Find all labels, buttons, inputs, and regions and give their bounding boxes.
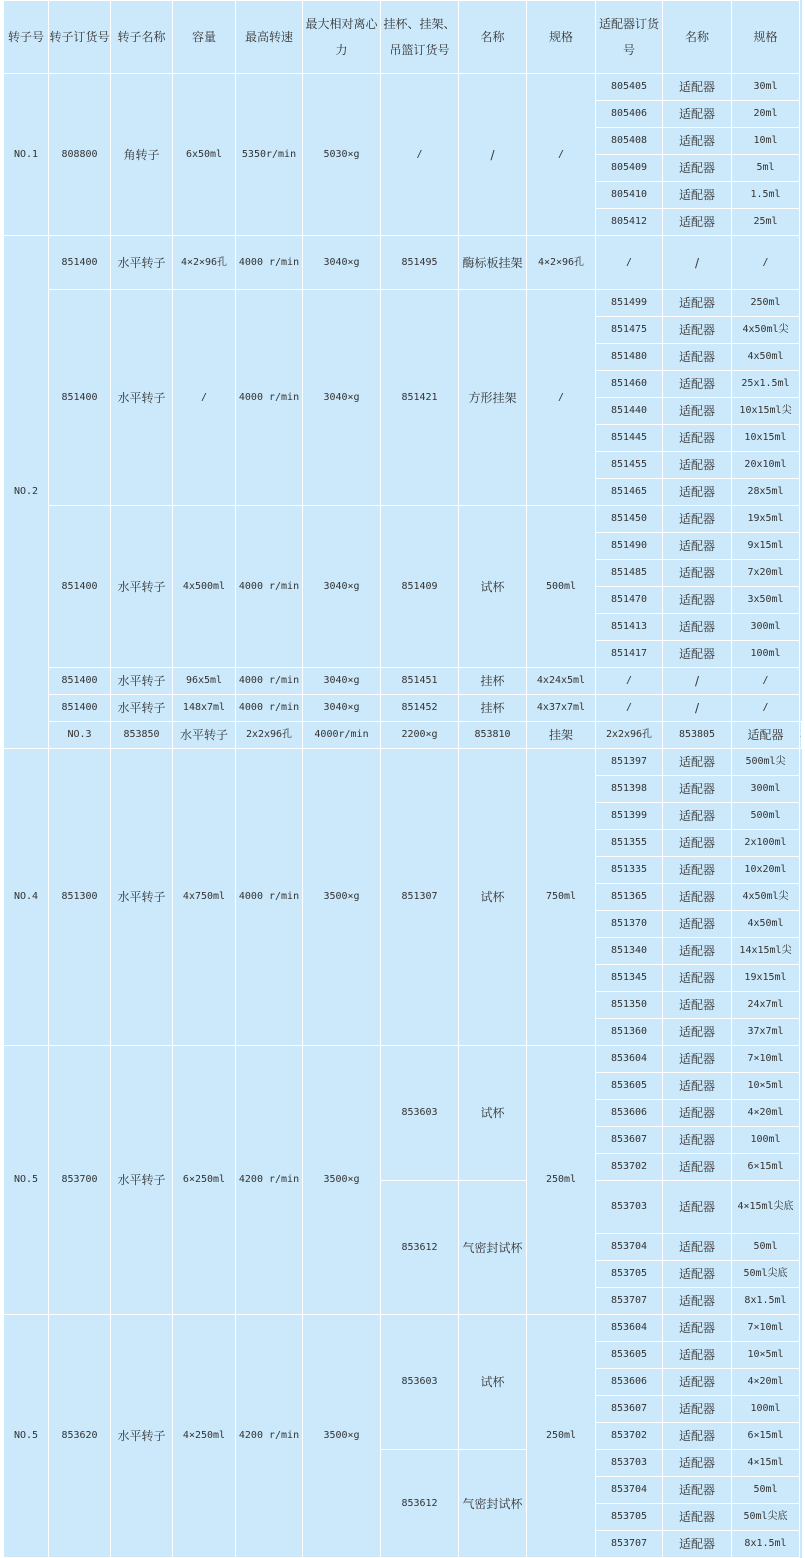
adapter-spec-cell: 100ml: [732, 1396, 800, 1423]
rotor-order-cell: 808800: [49, 74, 111, 236]
holder-name-cell: 挂杯: [459, 695, 527, 722]
adapter-name-cell: 适配器: [663, 1342, 732, 1369]
adapter-spec-cell: 10×5ml: [732, 1342, 800, 1369]
adapter-name-cell: 适配器: [663, 857, 732, 884]
adapter-order-cell: 851490: [596, 533, 663, 560]
adapter-spec-cell: 1.5ml: [732, 182, 800, 209]
adapter-name-cell: /: [663, 236, 732, 290]
capacity-cell: 6x50ml: [173, 74, 236, 236]
holder-spec-cell: 250ml: [527, 1046, 596, 1315]
adapter-order-cell: 851350: [596, 992, 663, 1019]
capacity-cell: 2x2x96孔: [236, 722, 303, 749]
rotor-name-cell: 水平转子: [111, 695, 173, 722]
adapter-spec-cell: 50ml: [732, 1477, 800, 1504]
max-rcf-cell: 3500×g: [303, 749, 381, 1046]
max-rcf-cell: 2200×g: [381, 722, 459, 749]
adapter-name-cell: 适配器: [663, 1234, 732, 1261]
adapter-name-cell: 适配器: [663, 965, 732, 992]
max-speed-cell: 4000 r/min: [236, 695, 303, 722]
adapter-order-cell: 853703: [596, 1450, 663, 1477]
holder-order-cell: 853603: [381, 1315, 459, 1450]
adapter-order-cell: 851413: [596, 614, 663, 641]
adapter-name-cell: 适配器: [663, 155, 732, 182]
adapter-spec-cell: [800, 722, 802, 749]
adapter-name-cell: 适配器: [663, 830, 732, 857]
adapter-spec-cell: 9x15ml: [732, 533, 800, 560]
adapter-spec-cell: 6×15ml: [732, 1423, 800, 1450]
holder-spec-cell: 4x24x5ml: [527, 668, 596, 695]
adapter-order-cell: /: [596, 236, 663, 290]
table-row: [4, 722, 802, 749]
adapter-order-cell: 805405: [596, 74, 663, 101]
adapter-order-cell: 851455: [596, 452, 663, 479]
adapter-order-cell: 853707: [596, 1288, 663, 1315]
holder-name-cell: 气密封试杯: [459, 1450, 527, 1558]
rotor-order-cell: 851400: [49, 236, 111, 290]
adapter-spec-cell: 4×15ml尖底: [732, 1181, 800, 1234]
max-speed-cell: 4000 r/min: [236, 749, 303, 1046]
adapter-order-cell: 853605: [596, 1073, 663, 1100]
adapter-order-cell: 853704: [596, 1477, 663, 1504]
adapter-name-cell: 适配器: [663, 911, 732, 938]
adapter-name-cell: 适配器: [663, 182, 732, 209]
adapter-order-cell: 851417: [596, 641, 663, 668]
header-cell: 挂杯、挂架、吊篮订货号: [381, 1, 459, 74]
adapter-name-cell: 适配器: [663, 1369, 732, 1396]
adapter-name-cell: 适配器: [663, 1261, 732, 1288]
adapter-name-cell: 适配器: [663, 74, 732, 101]
adapter-spec-cell: 4×15ml: [732, 1450, 800, 1477]
capacity-cell: 4×250ml: [173, 1315, 236, 1558]
max-rcf-cell: 5030×g: [303, 74, 381, 236]
max-rcf-cell: 3040×g: [303, 290, 381, 506]
adapter-spec-cell: 20x10ml: [732, 452, 800, 479]
header-cell: 规格: [527, 1, 596, 74]
adapter-spec-cell: 20ml: [732, 101, 800, 128]
adapter-spec-cell: 100ml: [732, 641, 800, 668]
rotor-no-cell: NO.2: [4, 236, 49, 749]
max-speed-cell: 4200 r/min: [236, 1315, 303, 1558]
adapter-spec-cell: 25ml: [732, 209, 800, 236]
adapter-spec-cell: 50ml尖底: [732, 1504, 800, 1531]
max-rcf-cell: 3040×g: [303, 506, 381, 668]
adapter-spec-cell: 10ml: [732, 128, 800, 155]
table-row: [4, 236, 802, 290]
adapter-order-cell: 851398: [596, 776, 663, 803]
rotor-order-cell: 851400: [49, 695, 111, 722]
adapter-order-cell: 805408: [596, 128, 663, 155]
adapter-spec-cell: 7×10ml: [732, 1315, 800, 1342]
table-row: [4, 1315, 802, 1342]
header-cell: 转子名称: [111, 1, 173, 74]
adapter-name-cell: 适配器: [663, 749, 732, 776]
adapter-order-cell: 851360: [596, 1019, 663, 1046]
max-speed-cell: 4000 r/min: [236, 668, 303, 695]
adapter-spec-cell: /: [732, 695, 800, 722]
holder-order-cell: 851421: [381, 290, 459, 506]
adapter-order-cell: 851499: [596, 290, 663, 317]
adapter-spec-cell: 30ml: [732, 74, 800, 101]
adapter-spec-cell: 10x15ml尖: [732, 398, 800, 425]
adapter-name-cell: 适配器: [663, 992, 732, 1019]
holder-order-cell: 851307: [381, 749, 459, 1046]
adapter-name-cell: 适配器: [663, 1127, 732, 1154]
adapter-spec-cell: /: [732, 668, 800, 695]
holder-order-cell: 853612: [381, 1181, 459, 1315]
holder-order-cell: 853612: [381, 1450, 459, 1558]
adapter-order-cell: 851335: [596, 857, 663, 884]
holder-order-cell: 851451: [381, 668, 459, 695]
adapter-name-cell: 适配器: [663, 1531, 732, 1558]
capacity-cell: 4x500ml: [173, 506, 236, 668]
adapter-order-cell: 853702: [596, 1423, 663, 1450]
adapter-order-cell: 853606: [596, 1100, 663, 1127]
max-rcf-cell: 3500×g: [303, 1046, 381, 1315]
max-rcf-cell: 3040×g: [303, 695, 381, 722]
holder-order-cell: 851452: [381, 695, 459, 722]
rotor-order-cell: 853620: [49, 1315, 111, 1558]
adapter-name-cell: 适配器: [663, 884, 732, 911]
adapter-order-cell: 853705: [596, 1261, 663, 1288]
holder-order-cell: 853810: [459, 722, 527, 749]
holder-spec-cell: 750ml: [527, 749, 596, 1046]
adapter-name-cell: 适配器: [663, 344, 732, 371]
rotor-no-cell: NO.5: [4, 1046, 49, 1315]
holder-name-cell: 方形挂架: [459, 290, 527, 506]
adapter-name-cell: 适配器: [663, 371, 732, 398]
adapter-name-cell: 适配器: [663, 776, 732, 803]
rotor-order-cell: 853850: [111, 722, 173, 749]
holder-spec-cell: 250ml: [527, 1315, 596, 1558]
adapter-spec-cell: 3x50ml: [732, 587, 800, 614]
adapter-order-cell: 805410: [596, 182, 663, 209]
max-speed-cell: 4000 r/min: [236, 506, 303, 668]
holder-name-cell: 试杯: [459, 1046, 527, 1181]
capacity-cell: 4x750ml: [173, 749, 236, 1046]
holder-order-cell: 851495: [381, 236, 459, 290]
adapter-spec-cell: 25x1.5ml: [732, 371, 800, 398]
holder-name-cell: 试杯: [459, 506, 527, 668]
table-header-row: [4, 1, 802, 74]
adapter-name-cell: 适配器: [663, 938, 732, 965]
adapter-name-cell: 适配器: [663, 1046, 732, 1073]
adapter-name-cell: 适配器: [663, 1100, 732, 1127]
rotor-order-cell: 853700: [49, 1046, 111, 1315]
holder-spec-cell: 4x37x7ml: [527, 695, 596, 722]
adapter-order-cell: 851470: [596, 587, 663, 614]
max-rcf-cell: 3500×g: [303, 1315, 381, 1558]
adapter-spec-cell: 8x1.5ml: [732, 1288, 800, 1315]
table-row: [4, 506, 802, 533]
max-speed-cell: 4000 r/min: [236, 290, 303, 506]
max-speed-cell: 4000r/min: [303, 722, 381, 749]
adapter-name-cell: 适配器: [663, 101, 732, 128]
adapter-spec-cell: 300ml: [732, 614, 800, 641]
adapter-order-cell: 851345: [596, 965, 663, 992]
table-row: [4, 74, 802, 101]
adapter-spec-cell: 14x15ml尖: [732, 938, 800, 965]
max-rcf-cell: 3040×g: [303, 668, 381, 695]
adapter-name-cell: 适配器: [663, 533, 732, 560]
holder-order-cell: 853603: [381, 1046, 459, 1181]
adapter-spec-cell: 500ml: [732, 803, 800, 830]
rotor-name-cell: 水平转子: [111, 290, 173, 506]
adapter-order-cell: 851445: [596, 425, 663, 452]
adapter-spec-cell: 4x50ml: [732, 344, 800, 371]
adapter-spec-cell: 6×15ml: [732, 1154, 800, 1181]
adapter-spec-cell: 7x20ml: [732, 560, 800, 587]
adapter-spec-cell: 4×20ml: [732, 1100, 800, 1127]
rotor-name-cell: 水平转子: [173, 722, 236, 749]
holder-spec-cell: /: [527, 290, 596, 506]
adapter-order-cell: 853607: [596, 1127, 663, 1154]
adapter-order-cell: 851485: [596, 560, 663, 587]
adapter-order-cell: 851399: [596, 803, 663, 830]
adapter-spec-cell: 2x100ml: [732, 830, 800, 857]
adapter-spec-cell: 24x7ml: [732, 992, 800, 1019]
adapter-name-cell: 适配器: [663, 641, 732, 668]
adapter-spec-cell: 19x5ml: [732, 506, 800, 533]
rotor-order-cell: 851400: [49, 290, 111, 506]
holder-spec-cell: /: [527, 74, 596, 236]
adapter-name-cell: 适配器: [663, 398, 732, 425]
adapter-name-cell: 适配器: [663, 1181, 732, 1234]
adapter-order-cell: 851397: [596, 749, 663, 776]
adapter-order-cell: 805409: [596, 155, 663, 182]
adapter-spec-cell: 5ml: [732, 155, 800, 182]
header-cell: 最高转速: [236, 1, 303, 74]
header-cell: 名称: [663, 1, 732, 74]
header-cell: 转子号: [4, 1, 49, 74]
table-row: [4, 1046, 802, 1073]
adapter-name-cell: 适配器: [663, 128, 732, 155]
rotor-no-cell: NO.4: [4, 749, 49, 1046]
rotor-name-cell: 角转子: [111, 74, 173, 236]
holder-spec-cell: 500ml: [527, 506, 596, 668]
adapter-order-cell: 853604: [596, 1046, 663, 1073]
adapter-name-cell: 适配器: [663, 1504, 732, 1531]
adapter-name-cell: 适配器: [663, 1073, 732, 1100]
holder-order-cell: /: [381, 74, 459, 236]
adapter-name-cell: 适配器: [663, 1450, 732, 1477]
adapter-name-cell: /: [663, 668, 732, 695]
adapter-order-cell: 853704: [596, 1234, 663, 1261]
capacity-cell: /: [173, 290, 236, 506]
adapter-name-cell: 适配器: [663, 587, 732, 614]
header-cell: 规格: [732, 1, 800, 74]
adapter-name-cell: 适配器: [663, 506, 732, 533]
adapter-spec-cell: 500ml尖: [732, 749, 800, 776]
adapter-order-cell: /: [596, 668, 663, 695]
adapter-spec-cell: 10x15ml: [732, 425, 800, 452]
max-speed-cell: 4200 r/min: [236, 1046, 303, 1315]
adapter-spec-cell: 4×20ml: [732, 1369, 800, 1396]
capacity-cell: 96x5ml: [173, 668, 236, 695]
adapter-name-cell: 适配器: [732, 722, 800, 749]
holder-name-cell: 试杯: [459, 1315, 527, 1450]
adapter-spec-cell: 100ml: [732, 1127, 800, 1154]
holder-spec-cell: 4×2×96孔: [527, 236, 596, 290]
table-row: [4, 695, 802, 722]
rotor-name-cell: 水平转子: [111, 236, 173, 290]
adapter-spec-cell: 19x15ml: [732, 965, 800, 992]
rotor-order-cell: 851400: [49, 668, 111, 695]
adapter-spec-cell: 37x7ml: [732, 1019, 800, 1046]
adapter-order-cell: 851450: [596, 506, 663, 533]
holder-name-cell: 气密封试杯: [459, 1181, 527, 1315]
adapter-name-cell: 适配器: [663, 614, 732, 641]
adapter-order-cell: 851460: [596, 371, 663, 398]
adapter-spec-cell: 4x50ml尖: [732, 884, 800, 911]
rotor-order-cell: 851300: [49, 749, 111, 1046]
max-speed-cell: 4000 r/min: [236, 236, 303, 290]
header-cell: 容量: [173, 1, 236, 74]
adapter-order-cell: 853606: [596, 1369, 663, 1396]
adapter-spec-cell: 300ml: [732, 776, 800, 803]
rotor-name-cell: 水平转子: [111, 1046, 173, 1315]
adapter-order-cell: 851355: [596, 830, 663, 857]
holder-name-cell: 挂杯: [459, 668, 527, 695]
holder-name-cell: 挂架: [527, 722, 596, 749]
adapter-name-cell: 适配器: [663, 560, 732, 587]
header-cell: 转子订货号: [49, 1, 111, 74]
adapter-order-cell: 853703: [596, 1181, 663, 1234]
adapter-order-cell: 851370: [596, 911, 663, 938]
adapter-order-cell: 805406: [596, 101, 663, 128]
adapter-order-cell: 853604: [596, 1315, 663, 1342]
adapter-name-cell: 适配器: [663, 425, 732, 452]
adapter-spec-cell: 8x1.5ml: [732, 1531, 800, 1558]
adapter-name-cell: 适配器: [663, 1315, 732, 1342]
adapter-order-cell: 853805: [663, 722, 732, 749]
adapter-name-cell: 适配器: [663, 803, 732, 830]
adapter-spec-cell: 50ml: [732, 1234, 800, 1261]
rotor-name-cell: 水平转子: [111, 749, 173, 1046]
holder-spec-cell: 2x2x96孔: [596, 722, 663, 749]
adapter-order-cell: 853607: [596, 1396, 663, 1423]
table-row: [4, 749, 802, 776]
rotor-name-cell: 水平转子: [111, 1315, 173, 1558]
adapter-order-cell: /: [596, 695, 663, 722]
adapter-name-cell: 适配器: [663, 209, 732, 236]
table-row: [4, 668, 802, 695]
max-rcf-cell: 3040×g: [303, 236, 381, 290]
adapter-spec-cell: 28x5ml: [732, 479, 800, 506]
adapter-name-cell: 适配器: [663, 1154, 732, 1181]
rotor-name-cell: 水平转子: [111, 506, 173, 668]
header-cell: 适配器订货号: [596, 1, 663, 74]
adapter-name-cell: 适配器: [663, 479, 732, 506]
header-cell: 最大相对离心力: [303, 1, 381, 74]
header-cell: 名称: [459, 1, 527, 74]
adapter-order-cell: 853702: [596, 1154, 663, 1181]
adapter-name-cell: 适配器: [663, 290, 732, 317]
adapter-name-cell: 适配器: [663, 1423, 732, 1450]
adapter-order-cell: 805412: [596, 209, 663, 236]
capacity-cell: 4×2×96孔: [173, 236, 236, 290]
holder-name-cell: 酶标板挂架: [459, 236, 527, 290]
adapter-name-cell: 适配器: [663, 452, 732, 479]
capacity-cell: 6×250ml: [173, 1046, 236, 1315]
adapter-order-cell: 851365: [596, 884, 663, 911]
holder-name-cell: 试杯: [459, 749, 527, 1046]
adapter-spec-cell: 7×10ml: [732, 1046, 800, 1073]
adapter-spec-cell: 10×5ml: [732, 1073, 800, 1100]
rotor-spec-table: [3, 0, 802, 1558]
rotor-name-cell: 水平转子: [111, 668, 173, 695]
adapter-order-cell: 851340: [596, 938, 663, 965]
rotor-no-cell: NO.1: [4, 74, 49, 236]
holder-name-cell: /: [459, 74, 527, 236]
max-speed-cell: 5350r/min: [236, 74, 303, 236]
rotor-order-cell: 851400: [49, 506, 111, 668]
capacity-cell: 148x7ml: [173, 695, 236, 722]
adapter-order-cell: 851465: [596, 479, 663, 506]
adapter-name-cell: 适配器: [663, 1477, 732, 1504]
adapter-name-cell: 适配器: [663, 317, 732, 344]
adapter-order-cell: 853707: [596, 1531, 663, 1558]
adapter-spec-cell: 4x50ml: [732, 911, 800, 938]
adapter-name-cell: 适配器: [663, 1288, 732, 1315]
adapter-name-cell: 适配器: [663, 1019, 732, 1046]
adapter-spec-cell: 4x50ml尖: [732, 317, 800, 344]
adapter-order-cell: 853705: [596, 1504, 663, 1531]
adapter-order-cell: 851480: [596, 344, 663, 371]
adapter-spec-cell: 50ml尖底: [732, 1261, 800, 1288]
adapter-name-cell: 适配器: [663, 1396, 732, 1423]
adapter-order-cell: 851475: [596, 317, 663, 344]
adapter-order-cell: 851440: [596, 398, 663, 425]
holder-order-cell: 851409: [381, 506, 459, 668]
table-row: [4, 290, 802, 317]
adapter-spec-cell: 10x20ml: [732, 857, 800, 884]
adapter-name-cell: /: [663, 695, 732, 722]
adapter-spec-cell: 250ml: [732, 290, 800, 317]
rotor-no-cell: NO.3: [49, 722, 111, 749]
adapter-spec-cell: /: [732, 236, 800, 290]
rotor-no-cell: NO.5: [4, 1315, 49, 1558]
adapter-order-cell: 853605: [596, 1342, 663, 1369]
